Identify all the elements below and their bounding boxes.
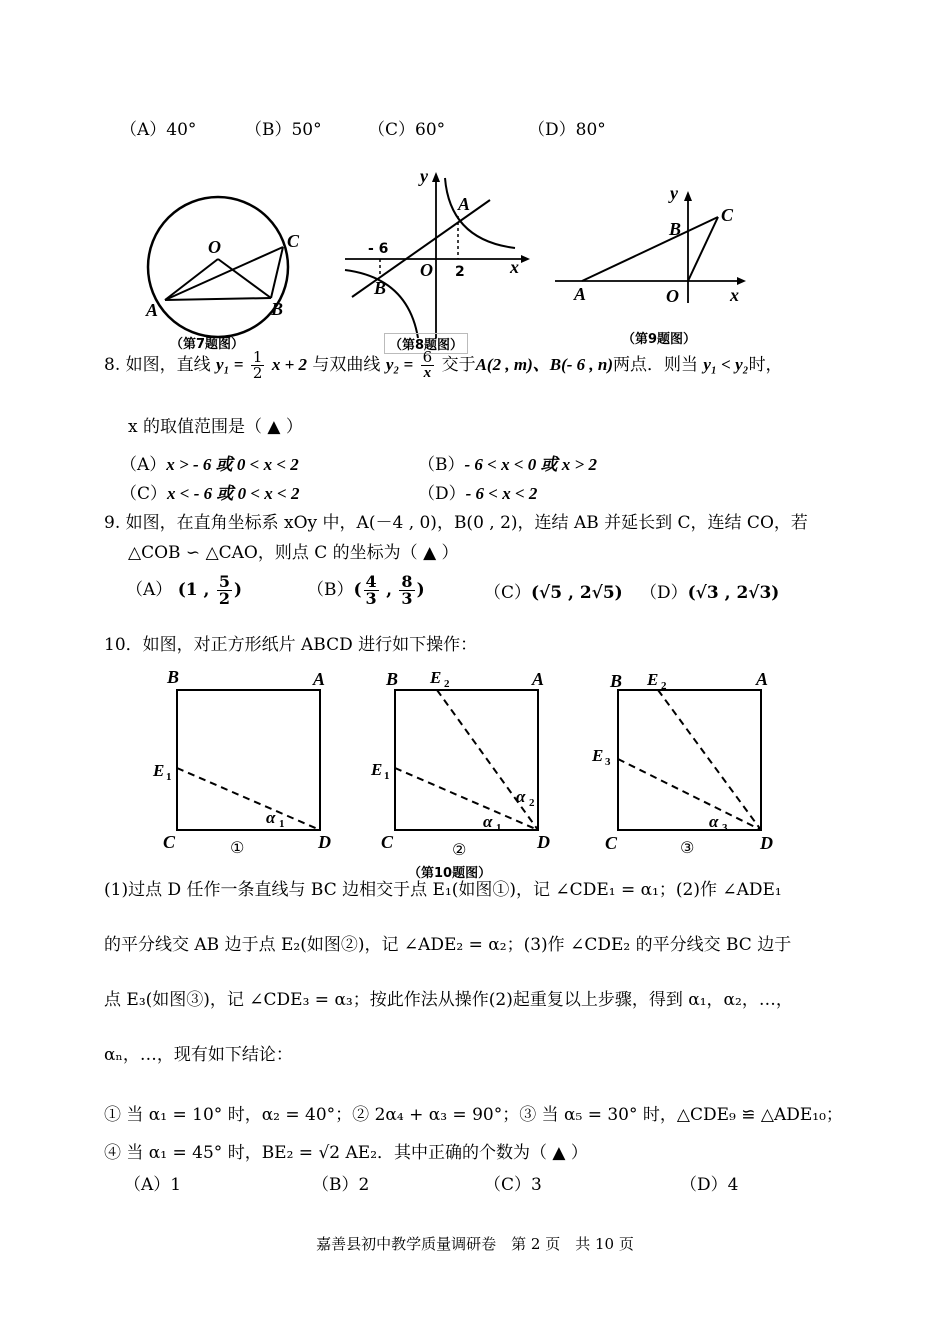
fig10-3-label-d: D — [760, 833, 773, 853]
fig7-segment-ab — [165, 298, 271, 300]
fig10-fold-de3-3 — [618, 759, 761, 830]
q10-option-b: （B）2 — [312, 1175, 370, 1195]
fig8-label-2: 2 — [455, 264, 465, 280]
fig8-label-x: x — [510, 257, 519, 277]
fig8-x-arrow — [521, 255, 530, 263]
fig10-3-label-b: B — [610, 671, 623, 691]
q10-para3: 点 E₃(如图③)，记 ∠CDE₃ = α₃；按此作法从操作(2)起重复以上步骤，得到 α₁，α₂，…， — [104, 990, 793, 1010]
fig8-hyperbola-branch-1 — [445, 178, 515, 248]
fig10-3-label-a: A — [756, 669, 769, 689]
fig10-2-alpha2: α — [516, 787, 526, 806]
fig10-3-alpha3: α — [709, 812, 719, 831]
q8-option-d: （D）- 6 < x < 2 — [418, 484, 538, 504]
fig10-square-3 — [618, 690, 761, 830]
fig9-label-a: A — [574, 284, 587, 304]
figure-8 — [340, 160, 540, 340]
fig10-3-alpha3-sub: 3 — [722, 822, 728, 834]
q9-option-b: （B）( $\frac{4}{3}$ , $\frac{8}{3}$ ) — [307, 572, 425, 608]
fig9-label-x: x — [730, 285, 739, 305]
fig9-segment-ac — [582, 217, 718, 281]
fig9-x-arrow — [737, 277, 746, 285]
q8-y2-num: 6 — [422, 348, 433, 366]
fig10-2-label-e1: E — [371, 760, 383, 779]
fig7-circle — [148, 197, 288, 337]
q8-cross: 交于 — [441, 355, 476, 375]
fig10-2-label-c: C — [381, 832, 394, 852]
q8-y2-fraction — [421, 350, 435, 381]
fig10-1-label-e1-sub: 1 — [166, 771, 172, 783]
fig9-segment-oc — [688, 217, 718, 281]
fig7-label-b: B — [271, 299, 284, 319]
fig10-3-label-e2-sub: 2 — [661, 680, 667, 692]
fig10-2-label-e2: E — [430, 668, 442, 687]
figure-7 — [130, 185, 310, 345]
fig9-caption: （第9题图） — [622, 332, 697, 347]
q7-option-c: （C）60° — [368, 120, 446, 140]
q8-shi: 时， — [748, 355, 783, 375]
fig10-1-alpha1-sub: 1 — [279, 818, 285, 830]
q10-option-d: （D）4 — [680, 1175, 739, 1195]
fig10-2-label-e1-sub: 1 — [384, 770, 390, 782]
fig8-label-b: B — [374, 278, 387, 298]
fig7-caption: （第7题图） — [170, 337, 245, 352]
q7-option-d: （D）80° — [528, 120, 606, 140]
fig9-label-b: B — [669, 219, 682, 239]
fig7-segment-bc — [271, 247, 283, 298]
q9-option-c: （C）(√5 , 2√5) — [484, 583, 623, 603]
fig10-2-alpha2-sub: 2 — [529, 797, 535, 809]
fig8-label-a: A — [458, 194, 471, 214]
fig10-2-alpha1-sub: 1 — [496, 822, 502, 834]
fig10-fold-de1-1 — [177, 768, 320, 830]
q7-option-b: （B）50° — [245, 120, 322, 140]
fig10-2-circled: ② — [452, 840, 467, 859]
q10-conclusions-1: ① 当 α₁ = 10° 时，α₂ = 40°；② 2α₄ + α₃ = 90°；③ 当 α₅ = 30° 时，△CDE₉ ≌ △ADE₁₀； — [104, 1105, 843, 1125]
fig7-label-c: C — [287, 231, 300, 251]
fig10-2-label-a: A — [532, 669, 545, 689]
q8-y2: y₂ = — [385, 355, 414, 374]
q8-points: A(2 , m)、B(- 6 , n) — [475, 355, 614, 374]
q10-conclusions-2: ④ 当 α₁ = 45° 时，BE₂ = √2 AE₂．其中正确的个数为（ ▲ ） — [104, 1143, 588, 1163]
fig7-segment-ac — [165, 247, 283, 300]
fig10-2-label-e2-sub: 2 — [444, 678, 450, 690]
fig10-3-label-e2: E — [647, 670, 659, 689]
fig10-2-label-d: D — [537, 832, 550, 852]
q8-option-b: （B）- 6 < x < 0 或 x > 2 — [418, 455, 597, 475]
q8-tail: 两点．则当 — [613, 355, 699, 375]
fig10-1-label-d: D — [318, 832, 331, 852]
q8-y1: y₁ = — [216, 355, 244, 374]
fig10-3-label-c: C — [605, 833, 618, 853]
fig9-y-arrow — [684, 191, 692, 201]
fig10-1-circled: ① — [230, 838, 245, 857]
fig7-label-a: A — [146, 300, 159, 320]
q9-option-a: （A） (1 , $\frac{5}{2}$ ) — [126, 572, 242, 608]
q8-option-c: （C）x < - 6 或 0 < x < 2 — [120, 484, 300, 504]
q8-stem — [104, 345, 783, 385]
q10-para4: αₙ，…，现有如下结论： — [104, 1045, 293, 1065]
fig9-label-c: C — [721, 205, 734, 225]
q10-para1: (1)过点 D 任作一条直线与 BC 边相交于点 E₁(如图①)，记 ∠CDE₁ = α₁；(2)作 ∠ADE₁ — [104, 880, 782, 900]
fig7-label-o: O — [208, 237, 221, 257]
q10-intro: 10．如图，对正方形纸片 ABCD 进行如下操作： — [104, 635, 478, 655]
q8-fraction — [251, 350, 265, 381]
fig10-1-label-e1: E — [153, 761, 165, 780]
fig10-square-2 — [395, 690, 538, 830]
q9-line2: △COB ∽ △CAO，则点 C 的坐标为（ ▲ ） — [128, 543, 459, 563]
q8-intro: 8. 如图，直线 — [104, 355, 211, 375]
q10-para2: 的平分线交 AB 边于点 E₂(如图②)，记 ∠ADE₂ = α₂；(3)作 ∠CDE₂ 的平分线交 BC 边于 — [104, 935, 792, 955]
fig10-3-label-e3: E — [592, 746, 604, 765]
fig8-y-arrow — [432, 172, 440, 182]
fig10-1-label-a: A — [313, 669, 326, 689]
q9-line1: 9. 如图，在直角坐标系 xOy 中，A(－4 , 0)，B(0 , 2)，连结 AB 并延长到 C，连结 CO，若 — [104, 513, 808, 533]
fig10-caption: （第10题图） — [408, 866, 492, 881]
q8-cond: y₁ < y₂ — [703, 355, 749, 374]
fig10-1-label-c: C — [163, 832, 176, 852]
page-footer: 嘉善县初中教学质量调研卷 第 2 页 共 10 页 — [316, 1235, 634, 1253]
q10-option-a: （A）1 — [124, 1175, 182, 1195]
q8-line2: x 的取值范围是（ ▲ ） — [128, 417, 303, 437]
fig10-square-1 — [177, 690, 320, 830]
fig9-label-y: y — [670, 183, 678, 203]
figure-9 — [550, 175, 750, 325]
q8-frac-num: 1 — [252, 348, 263, 366]
figure-10 — [150, 665, 800, 860]
q8-option-a: （A）x > - 6 或 0 < x < 2 — [120, 455, 299, 475]
q8-line-rest: x + 2 — [271, 355, 307, 374]
fig10-3-label-e3-sub: 3 — [605, 756, 611, 768]
fig8-label-o: O — [420, 260, 433, 280]
q8-y2-den: x — [423, 365, 432, 381]
q9-option-d: （D）(√3 , 2√3) — [640, 583, 780, 603]
fig10-2-alpha1: α — [483, 812, 493, 831]
q10-option-c: （C）3 — [484, 1175, 542, 1195]
fig9-label-o: O — [666, 286, 679, 306]
q8-frac-den: 2 — [252, 364, 263, 382]
fig8-caption: （第8题图） — [384, 333, 468, 354]
fig10-fold-de2-3 — [658, 690, 761, 830]
fig10-3-circled: ③ — [680, 838, 695, 857]
q8-hyper-text: 与双曲线 — [312, 355, 381, 375]
fig10-2-label-b: B — [386, 669, 399, 689]
fig8-label-neg6: - 6 — [368, 241, 389, 257]
fig10-1-alpha1: α — [266, 808, 276, 827]
fig10-1-label-b: B — [167, 667, 180, 687]
q7-option-a: （A）40° — [120, 120, 197, 140]
fig8-label-y: y — [420, 166, 428, 186]
